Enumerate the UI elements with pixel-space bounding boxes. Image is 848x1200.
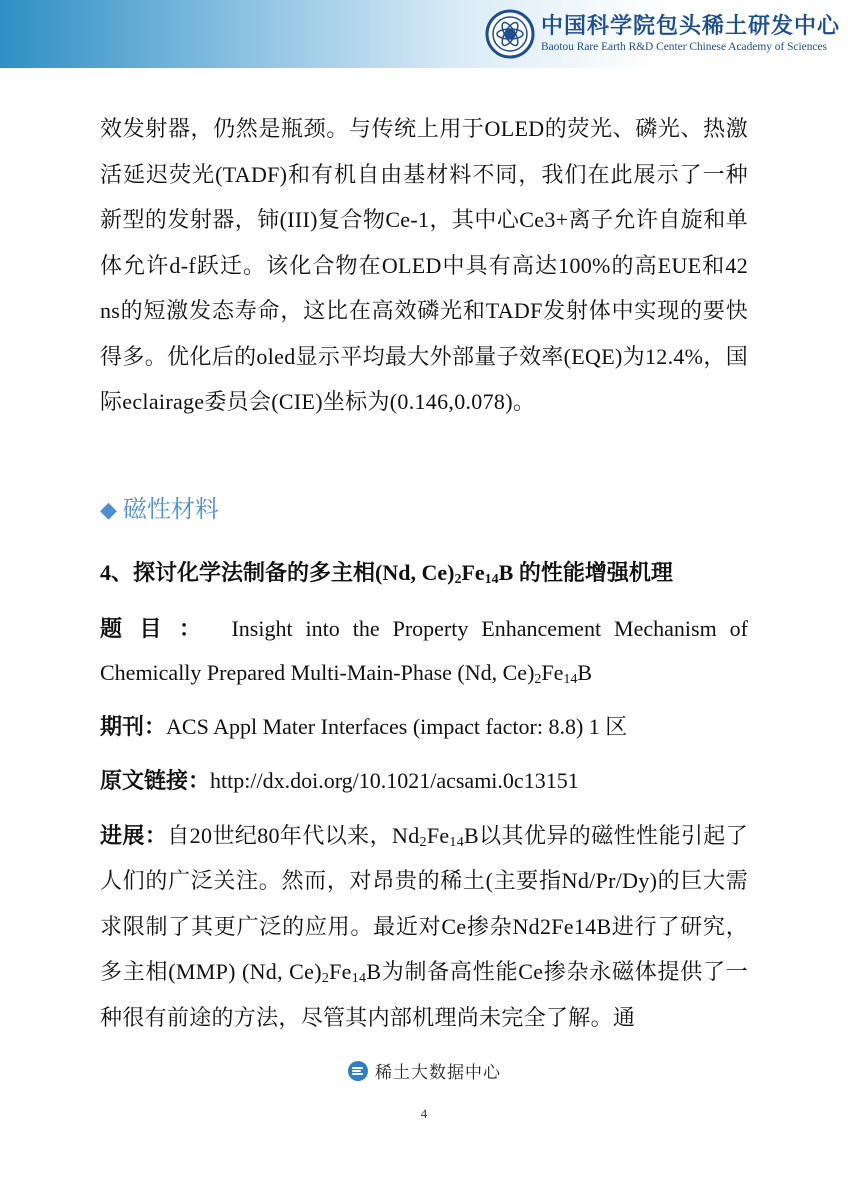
link-label: 原文链接：: [100, 767, 211, 793]
section-title: 磁性材料: [122, 494, 219, 523]
title-value: Insight into the Property Enhancement Mechanism of Chemically Prepared Multi-Main-Phase (Nd, $Ce)_2Fe_{14}B$: [100, 615, 748, 687]
intro-paragraph: 效发射器，仍然是瓶颈。与传统上用于OLED的荧光、磷光、热激活延迟荧光(TADF)和有机自由基材料不同，我们在此展示了一种新型的发射器，铈(III)复合物Ce-1，其中心Ce3+离子允许自旋和单体允许d-f跃迁。该化合物在OLED中具有高达100%的高EUE和42 ns的短激发态寿命，这比在高效磷光和TADF发射体中实现的要快得多。优化后的oled显示平均最大外部量子效率(EQE)为12.4%，国际eclairage委员会(CIE)坐标为(0.146,0.078)。: [100, 116, 748, 414]
org-logo: [485, 8, 840, 60]
article-link[interactable]: http://dx.doi.org/10.1021/acsami.0c13151: [210, 767, 579, 793]
page-number: 4: [420, 1106, 428, 1121]
journal-value: ACS Appl Mater Interfaces (impact factor: 8.8) 1 区: [166, 713, 628, 739]
footer-brand: [0, 1058, 848, 1083]
footer-brand-text: 稀土大数据中心: [375, 1063, 501, 1083]
progress-label: 进展：: [100, 822, 168, 848]
article-heading: 4、探讨化学法制备的多主相(Nd, $Ce)_2Fe_{14}B$ 的性能增强机理: [100, 559, 673, 587]
cas-emblem-icon: [485, 9, 535, 59]
org-name-cn: 中国科学院包头稀土研发中心: [540, 14, 840, 39]
org-name-en: Baotou Rare Earth R&D Center Chinese Academy of Sciences: [540, 41, 827, 53]
page-content: [100, 106, 748, 1040]
diamond-bullet-icon: ◆: [100, 497, 117, 523]
section-heading: [100, 487, 748, 531]
progress-paragraph: 进展：自20世纪80年代以来，$Nd_2Fe_{14}B$以其优异的磁性性能引起了人们的广泛关注。然而，对昂贵的稀土(主要指Nd/Pr/Dy)的巨大需求限制了其更广泛的应用。最近对Ce掺杂Nd2Fe14B进行了研究，多主相(MMP) (Nd, $Ce)_2Fe_{14}B$为制备高性能Ce掺杂永磁体提供了一种很有前途的方法，尽管其内部机理尚未完全了解。通: [100, 822, 749, 1030]
article-title-field: [100, 607, 748, 695]
journal-label: 期刊：: [100, 713, 167, 739]
page-header: [0, 0, 848, 68]
journal-field: [100, 705, 748, 749]
title-label: 题目：: [100, 615, 219, 641]
data-center-logo-icon: [347, 1060, 369, 1082]
link-field: [100, 759, 748, 803]
